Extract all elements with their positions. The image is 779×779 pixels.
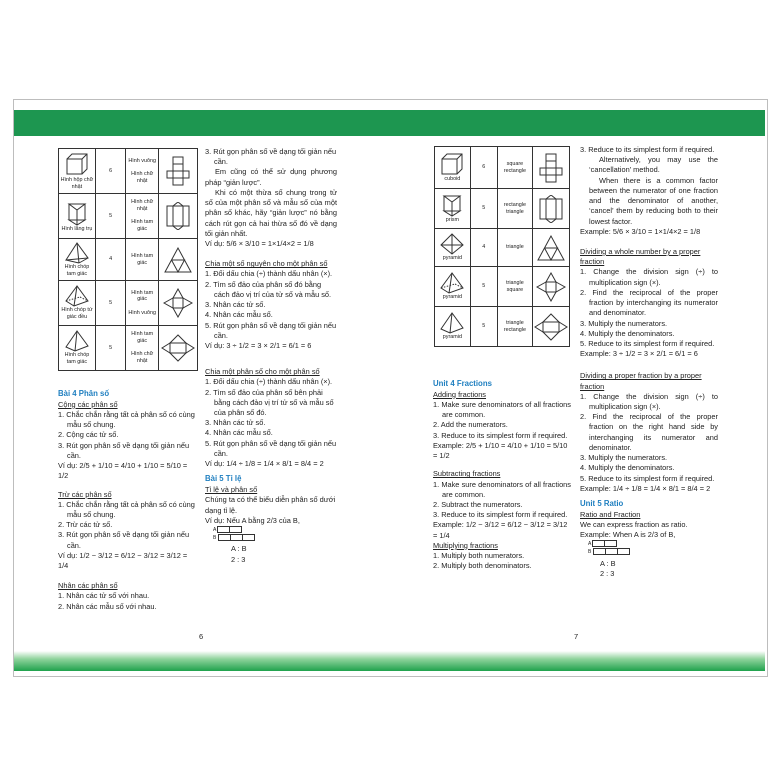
bar-a	[592, 540, 617, 547]
prism-net-icon	[164, 202, 192, 230]
ratio-bars	[588, 540, 718, 555]
list-item: 5. Reduce to its simplest form if required.	[580, 473, 715, 483]
paragraph: We can express fraction as ratio.	[580, 519, 688, 529]
pyramid-icon	[439, 312, 465, 334]
section-heading: Unit 5 Ratio	[580, 499, 624, 508]
subheading: Cộng các phân số	[58, 399, 118, 409]
list-item: 1. Multiply both numerators.	[433, 551, 525, 561]
list-item: 3. Rút gọn phân số về dạng tối giản nếu cần.	[58, 440, 190, 460]
cuboid-icon	[64, 151, 90, 177]
paragraph: When there is a common factor between the numerator of one fraction and the denominator of another, ‘cancel’ them by reducing both to their lowest factor.	[589, 175, 718, 226]
solid-name: pyramid	[442, 334, 462, 341]
face-shape-label: triangle	[506, 319, 524, 326]
face-shape-label: rectangle	[503, 167, 526, 174]
prism-icon	[440, 193, 464, 217]
faces-count: 5	[95, 281, 126, 326]
subheading: Ratio and Fraction	[580, 509, 641, 519]
subheading: Dividing a proper fraction by a proper fraction	[580, 371, 702, 391]
example: Ví dụ: Nếu A bằng 2/3 của B,	[205, 515, 300, 525]
list-item: 1. Đổi dấu chia (÷) thành dấu nhân (×).	[205, 377, 333, 387]
net-cell	[532, 229, 569, 267]
ratio-bar-a: A	[588, 540, 718, 548]
solid-name: Hình hộp chữ nhật	[60, 177, 94, 190]
face-shapes	[126, 239, 159, 281]
list-item: 3. Multiply the numerators.	[580, 318, 668, 328]
subheading: Tỉ lệ và phân số	[205, 485, 258, 495]
page-number-left: 6	[199, 632, 204, 641]
pyramid-icon	[439, 272, 465, 294]
list-item: 2. Find the reciprocal of the proper fraction on the right hand side by interchanging its numerator and denominator.	[580, 412, 718, 452]
subheading: Adding fractions	[433, 389, 486, 399]
subheading: Nhân các phân số	[58, 581, 118, 591]
cuboid-net-icon	[166, 156, 190, 186]
list-item: 5. Rút gọn phân số về dạng tối giản nếu cần.	[205, 438, 337, 458]
list-item: 1. Change the division sign (÷) to multiplication sign (×).	[580, 391, 718, 412]
list-item: 2. Cộng các tử số.	[58, 430, 119, 440]
list-item: 2. Tìm số đảo của phân số bên phải bằng cách đảo vị trí tử số và mẫu số của phân số đó.	[205, 387, 334, 418]
bottom-green-band	[14, 651, 765, 671]
ratio-value: 2 : 3	[600, 569, 615, 579]
faces-count: 5	[470, 307, 497, 347]
square-pyramid-icon	[64, 285, 90, 307]
shape-cell	[59, 239, 96, 281]
example: Ví dụ: 1/4 ÷ 1/8 = 1/4 × 8/1 = 8/4 = 2	[205, 459, 324, 469]
solid-name: Hình chóp tứ giác đều	[61, 307, 93, 320]
section-heading: Unit 4 Fractions	[433, 379, 492, 388]
solid-name: prism	[445, 217, 459, 224]
list-item: 2. Subtract the numerators.	[433, 499, 523, 509]
net-cell	[159, 194, 198, 239]
list-item: 4. Nhân các mẫu số.	[205, 310, 273, 320]
face-shape-label: Hình tam giác	[131, 289, 154, 303]
section-heading: Bài 4 Phân số	[58, 389, 110, 398]
face-shape-label: square	[506, 286, 524, 293]
pyramid-icon	[64, 330, 90, 352]
subheading: Subtracting fractions	[433, 469, 501, 479]
list-item: 1. Chắc chắn rằng tất cả phân số có cùng mẫu số chung.	[58, 409, 195, 430]
triangle-net-icon	[163, 246, 193, 274]
shape-cell	[435, 267, 471, 307]
section-heading: Bài 5 Tỉ lệ	[205, 474, 242, 484]
subheading: Dividing a whole number by a proper fraction	[580, 246, 701, 267]
faces-count: 4	[470, 229, 497, 267]
face-shapes	[126, 194, 159, 239]
list-item: 5. Rút gọn phân số về dạng tối giản nếu cần.	[205, 320, 337, 340]
ratio-bar-b: B	[588, 548, 718, 556]
shape-cell	[59, 281, 96, 326]
ratio-label: A : B	[600, 558, 616, 568]
paragraph: Chúng ta có thể biểu diễn phân số dưới dạng tỉ lệ.	[205, 495, 336, 515]
star-net-icon	[163, 288, 193, 318]
page-number-right: 7	[574, 632, 579, 641]
star-net-icon	[536, 272, 566, 302]
example: Ví dụ: 3 ÷ 1/2 = 3 × 2/1 = 6/1 = 6	[205, 340, 312, 350]
ratio-value: 2 : 3	[231, 554, 246, 564]
face-shapes	[497, 307, 532, 347]
example: Example: 5/6 × 3/10 = 1×1/4×2 = 1/8	[580, 226, 701, 236]
prism-net-icon	[537, 195, 565, 223]
list-item: 3. Multiply the numerators.	[580, 453, 668, 463]
list-item: 3. Reduce to its simplest form if required.	[580, 145, 715, 154]
face-shape-label: triangle	[506, 244, 524, 251]
list-item: 1. Chắc chắn rằng tất cả phân số có cùng mẫu số chung.	[58, 499, 195, 519]
subheading: Trừ các phân số	[58, 489, 112, 499]
net-cell	[159, 326, 198, 371]
paragraph: Alternatively, you may use the ‘cancellation’ method.	[589, 155, 718, 175]
example: Ví dụ: 5/6 × 3/10 = 1×1/4×2 = 1/8	[205, 238, 314, 248]
ratio-bar-b: B	[213, 534, 337, 542]
list-item: 1. Change the division sign (÷) to multiplication sign (×).	[580, 267, 718, 287]
solid-name: pyramid	[442, 255, 462, 262]
left-column-2	[205, 147, 337, 565]
list-item: 5. Reduce to its simplest form if required.	[580, 338, 715, 348]
net-cell	[532, 307, 569, 347]
solid-name: Hình chóp tam giác	[64, 352, 90, 365]
triangle-net-icon	[536, 234, 566, 262]
face-shape-label: rectangle	[503, 326, 526, 333]
rect-star-net-icon	[161, 334, 195, 362]
list-item: 2. Trừ các tử số.	[58, 520, 113, 530]
left-shapes-table	[58, 148, 198, 371]
prism-icon	[65, 200, 89, 226]
solid-name: Hình chóp tam giác	[64, 263, 90, 277]
subheading: Chia một số nguyên cho một phân số	[205, 259, 328, 269]
right-column-2	[580, 145, 718, 579]
top-green-band	[14, 110, 765, 136]
face-shape-label: square	[506, 160, 524, 167]
net-cell	[159, 149, 198, 194]
shape-cell	[435, 147, 471, 189]
list-item: 2. Nhân các mẫu số với nhau.	[58, 601, 157, 611]
face-shape-label: triangle	[506, 279, 524, 286]
example: Ví dụ: 2/5 + 1/10 = 4/10 + 1/10 = 5/10 = 1/2	[58, 461, 188, 481]
list-item: 3. Reduce to its simplest form if required.	[433, 510, 568, 520]
list-item: 1. Make sure denominators of all fractions are common.	[433, 399, 571, 420]
face-shapes	[126, 281, 159, 326]
face-shapes	[497, 147, 532, 189]
list-item: 3. Nhân các tử số.	[205, 418, 266, 428]
face-shape-label: Hình vuông	[128, 309, 156, 316]
list-item: 4. Multiply the denominators.	[580, 328, 675, 338]
triangular-pyramid-icon	[64, 242, 90, 264]
cuboid-icon	[439, 152, 465, 176]
face-shape-label: rectangle	[503, 201, 526, 208]
shape-cell	[59, 326, 96, 371]
faces-count: 5	[470, 189, 497, 229]
faces-count: 5	[95, 326, 126, 371]
example: Example: When A is 2/3 of B,	[580, 530, 676, 540]
right-column-1	[433, 379, 571, 571]
example: Example: 2/5 + 1/10 = 4/10 + 1/10 = 5/10 = 1/2	[433, 440, 568, 461]
solid-name: Hình lăng trụ	[61, 225, 93, 232]
face-shape-label: Hình tam giác	[131, 252, 154, 266]
paragraph: Em cũng có thể sử dụng phương pháp “giản lược”.	[205, 167, 337, 187]
shape-cell	[59, 149, 96, 194]
face-shapes	[497, 189, 532, 229]
left-column-1	[58, 389, 198, 612]
net-cell	[532, 267, 569, 307]
ratio-bars	[213, 526, 337, 541]
list-item: 2. Add the numerators.	[433, 420, 508, 430]
shape-cell	[435, 229, 471, 267]
ratio-bar-a: A	[213, 526, 337, 534]
shape-cell	[59, 194, 96, 239]
face-shapes	[497, 229, 532, 267]
face-shape-label: Hình vuông	[128, 157, 156, 164]
list-item: 4. Nhân các mẫu số.	[205, 428, 273, 438]
face-shape-label: Hình chữ nhật	[131, 351, 154, 365]
face-shape-label: triangle	[506, 208, 524, 215]
faces-count: 5	[95, 194, 126, 239]
cuboid-net-icon	[539, 153, 563, 183]
net-cell	[532, 147, 569, 189]
list-item: 2. Find the reciprocal of the proper fraction by interchanging its numerator and denominator.	[580, 287, 718, 318]
list-item: 1. Nhân các tử số với nhau.	[58, 591, 150, 601]
example: Example: 3 ÷ 1/2 = 3 × 2/1 = 6/1 = 6	[580, 349, 698, 359]
solid-name: pyramid	[442, 294, 462, 301]
faces-count: 6	[470, 147, 497, 189]
face-shape-label: Hình chữ nhật	[131, 199, 154, 212]
face-shapes	[126, 149, 159, 194]
shape-cell	[435, 189, 471, 229]
net-cell	[159, 239, 198, 281]
face-shape-label: Hình chữ nhật	[131, 171, 154, 184]
bar-b	[593, 548, 630, 555]
faces-count: 4	[95, 239, 126, 281]
face-shapes	[497, 267, 532, 307]
list-item: 2. Tìm số đảo của phân số đó bằng cách đảo vị trí của tử số và mẫu số.	[205, 279, 332, 299]
example: Example: 1/2 − 3/12 = 6/12 − 3/12 = 3/12 = 1/4	[433, 520, 568, 540]
pyramid-icon	[439, 233, 465, 255]
shape-cell	[435, 307, 471, 347]
rect-star-net-icon	[534, 313, 568, 341]
net-cell	[159, 281, 198, 326]
list-item: 3. Nhân các tử số.	[205, 300, 266, 310]
list-item: 4. Multiply the denominators.	[580, 463, 675, 473]
face-shape-label: Hình tam giác	[131, 219, 154, 233]
example: Example: 1/4 ÷ 1/8 = 1/4 × 8/1 = 8/4 = 2	[580, 483, 711, 493]
list-item: 1. Make sure denominators of all fractions are common.	[433, 479, 571, 499]
solid-name: cuboid	[444, 176, 461, 183]
ratio-label: A : B	[231, 544, 247, 554]
faces-count: 5	[470, 267, 497, 307]
list-item: 2. Multiply both denominators.	[433, 561, 532, 571]
subheading: Multiplying fractions	[433, 540, 498, 550]
bar-a	[217, 526, 242, 533]
face-shapes	[126, 326, 159, 371]
list-item: 3. Rút gọn phân số về dạng tối giản nếu cần.	[58, 530, 190, 550]
faces-count: 6	[95, 149, 126, 194]
paragraph: Khi có một thừa số chung trong tử số của một phân số và mẫu số của một phân số khác, hãy “giản lược” nó bằng cách rút gọn cả hai thừa số đó về dạng tối giản nhất.	[205, 187, 337, 238]
list-item: 3. Reduce to its simplest form if required.	[433, 430, 568, 440]
net-cell	[532, 189, 569, 229]
right-shapes-table	[434, 146, 570, 347]
face-shape-label: Hình tam giác	[131, 331, 154, 344]
list-item: 3. Rút gọn phân số về dạng tối giản nếu cần.	[205, 147, 337, 167]
example: Ví dụ: 1/2 − 3/12 = 6/12 − 3/12 = 3/12 = 1/4	[58, 550, 188, 571]
list-item: 1. Đổi dấu chia (÷) thành dấu nhân (×).	[205, 269, 333, 279]
subheading: Chia một phân số cho một phân số	[205, 367, 320, 377]
bar-b	[218, 534, 255, 541]
